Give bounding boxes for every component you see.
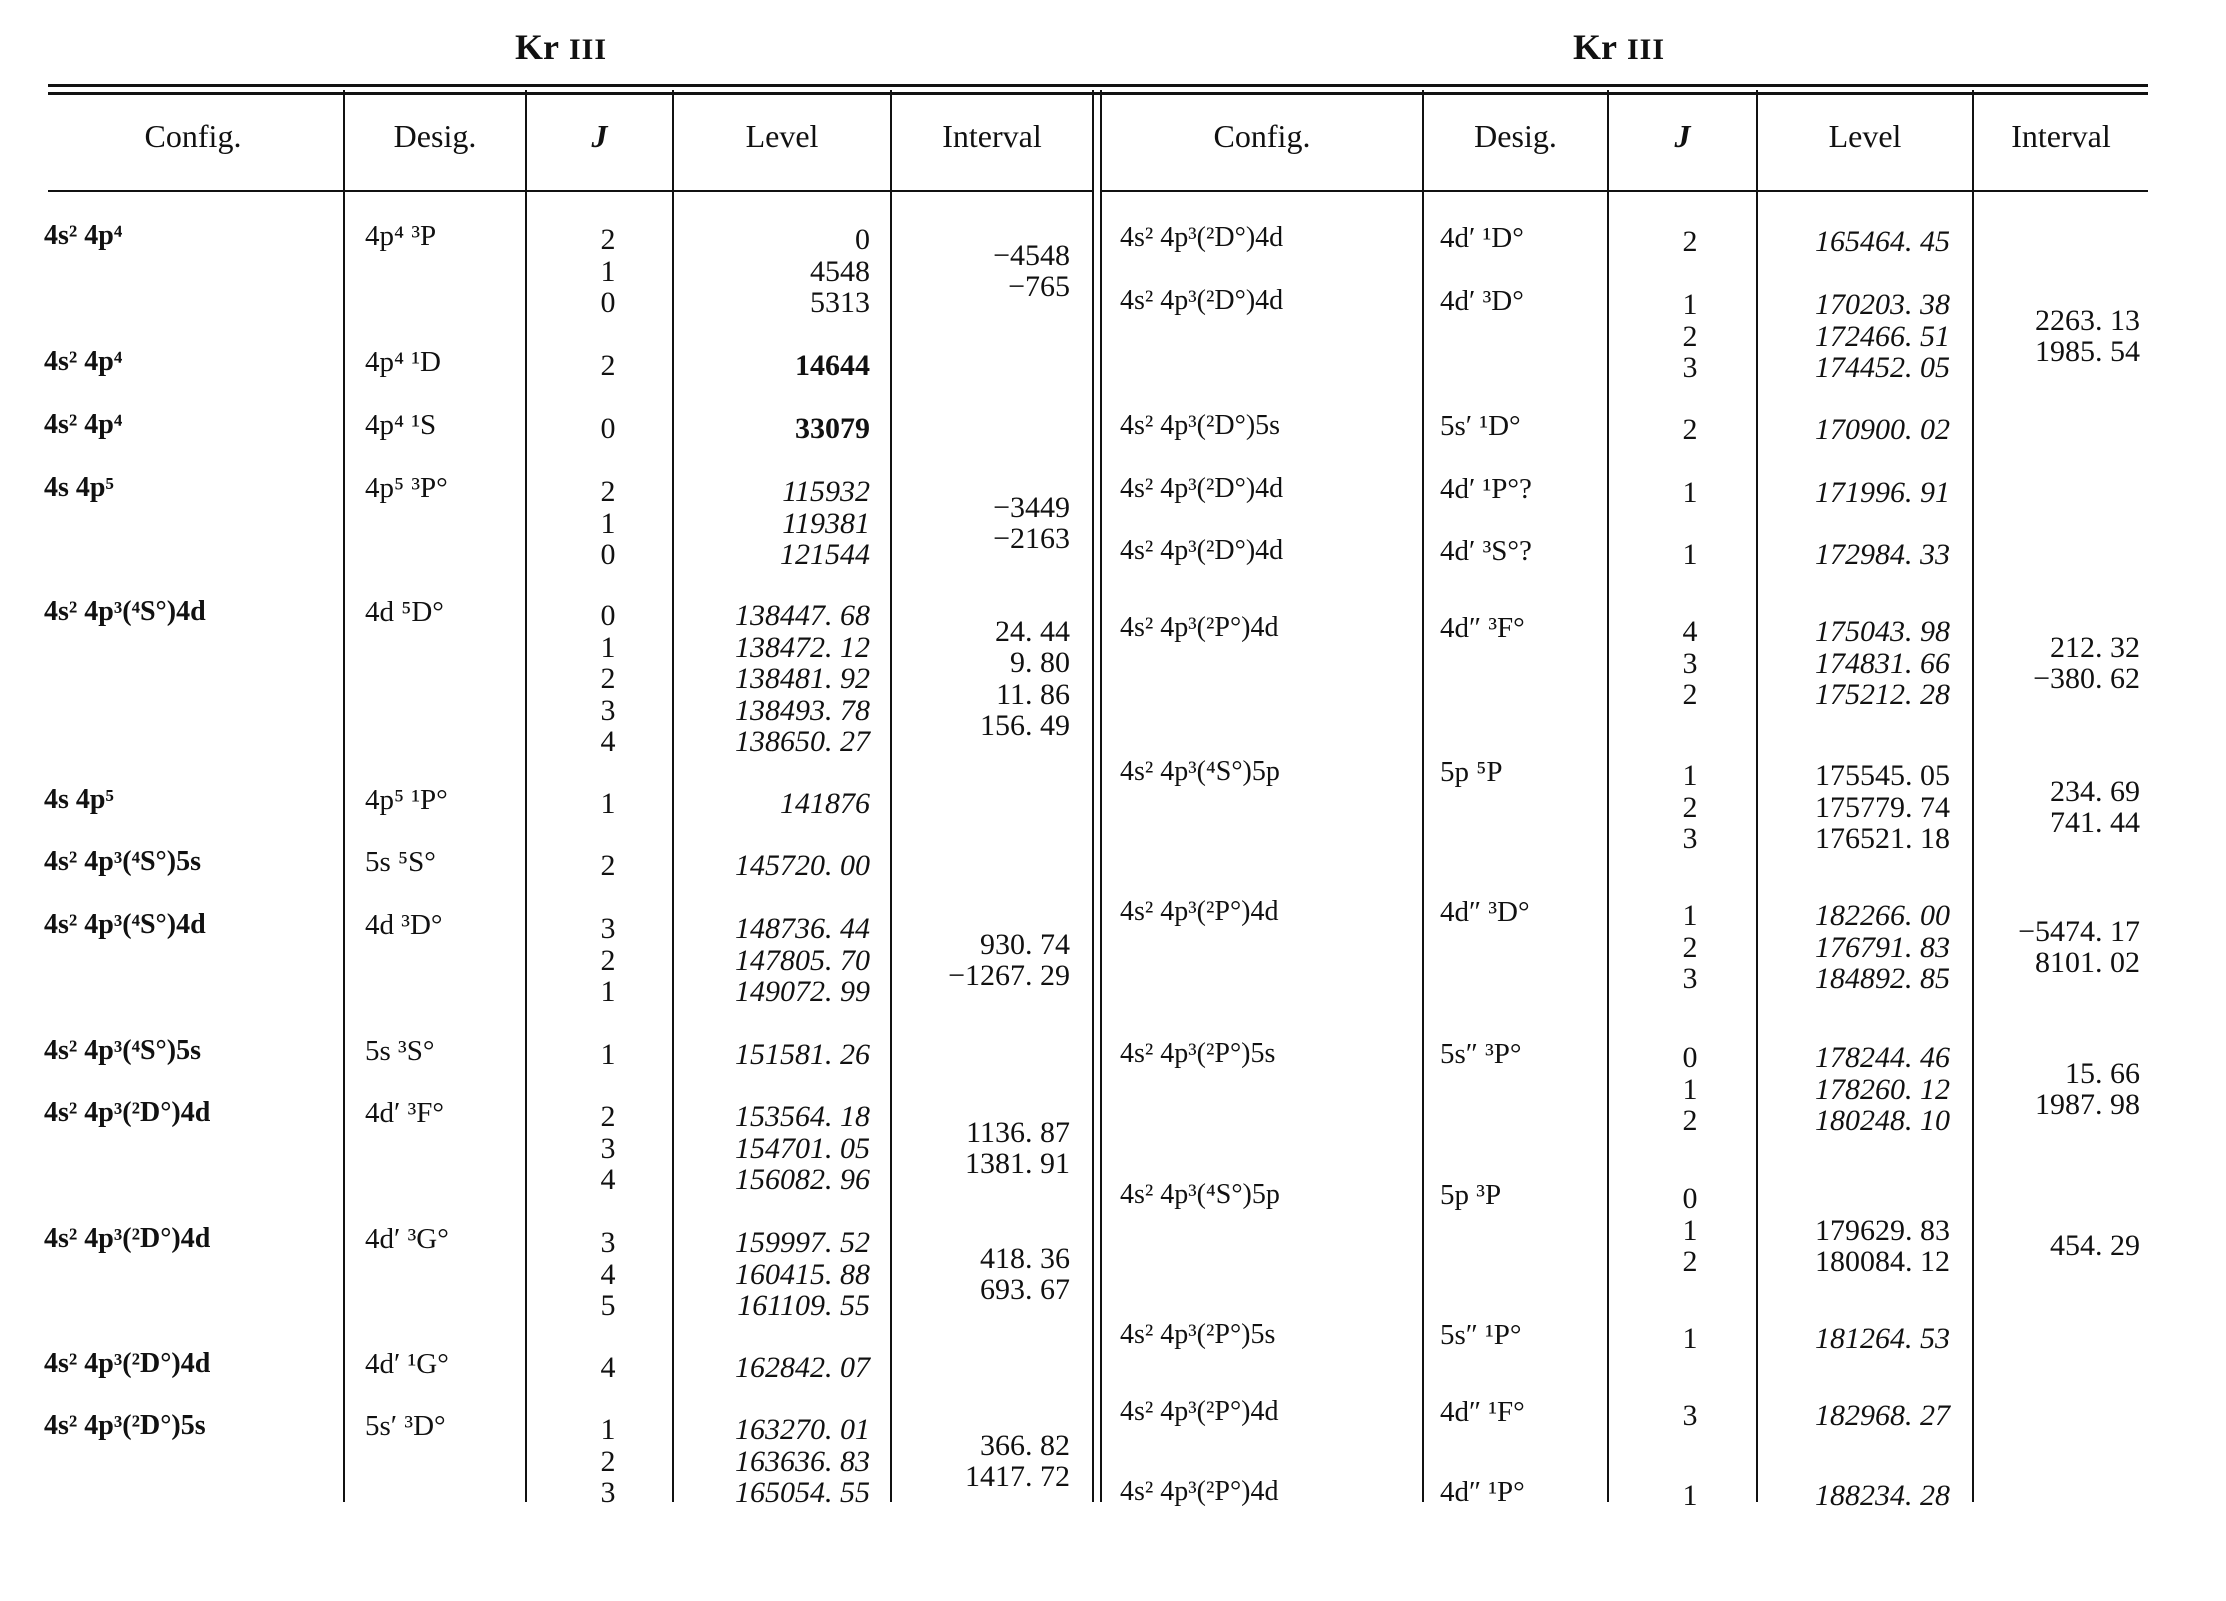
interval-value: 741. 44 <box>2050 806 2140 840</box>
level-value: 174452. 05 <box>1815 351 1950 384</box>
level-value: 178260. 12 <box>1815 1072 1950 1106</box>
level-value: 165464. 45 <box>1815 225 1950 258</box>
right-title-element: Kr <box>1573 27 1617 67</box>
level-value: 121544 <box>780 538 870 571</box>
j-value: 2 <box>600 1100 616 1133</box>
interval-value: 2263. 13 <box>2035 303 2140 337</box>
j-value: 0 <box>600 538 616 571</box>
table-split-divider <box>1092 90 1094 1502</box>
j-value: 3 <box>1682 646 1698 680</box>
level-value: 138472. 12 <box>735 630 870 664</box>
config-cell: 4s 4p⁵ <box>44 784 114 815</box>
left-header-j: J <box>591 118 608 154</box>
j-value: 1 <box>600 787 616 820</box>
j-value: 1 <box>600 975 616 1008</box>
level-value: 163636. 83 <box>735 1444 870 1478</box>
j-value: 2 <box>600 223 616 256</box>
level-value: 181264. 53 <box>1815 1322 1950 1355</box>
top-rule-1 <box>48 84 2148 87</box>
left-title-element: Kr <box>515 27 559 67</box>
level-value: 175212. 28 <box>1815 678 1950 711</box>
level-value: 188234. 28 <box>1815 1479 1950 1512</box>
level-value: 170900. 02 <box>1815 413 1950 446</box>
level-value: 138493. 78 <box>735 693 870 727</box>
interval-value: −765 <box>1008 270 1070 304</box>
level-value: 115932 <box>782 475 870 508</box>
interval-value: 15. 66 <box>2065 1056 2140 1090</box>
config-cell: 4s² 4p⁴ <box>44 346 123 377</box>
designation-cell: 5s′ ³D° <box>365 1410 446 1442</box>
right-header-config: Config. <box>1213 118 1311 154</box>
table-split-divider <box>1100 90 1102 1502</box>
config-cell: 4s² 4p⁴ <box>44 409 123 440</box>
level-value: 149072. 99 <box>735 975 870 1008</box>
config-cell: 4s² 4p³(²D°)4d <box>44 1097 211 1128</box>
left-table-title <box>515 26 607 68</box>
interval-value: 366. 82 <box>980 1428 1070 1462</box>
j-value: 3 <box>1682 351 1698 384</box>
interval-value: 212. 32 <box>2050 630 2140 664</box>
level-value: 138447. 68 <box>735 599 870 632</box>
interval-value: 1136. 87 <box>966 1115 1070 1149</box>
level-value: 171996. 91 <box>1815 476 1950 509</box>
interval-value: 8101. 02 <box>2035 946 2140 980</box>
config-cell: 4s 4p⁵ <box>44 472 114 503</box>
j-value: 4 <box>600 1351 616 1384</box>
config-cell: 4s² 4p³(²P°)5s <box>1120 1038 1276 1069</box>
interval-value: −380. 62 <box>2033 662 2140 696</box>
right-header-underline <box>1102 190 2148 192</box>
interval-value: 930. 74 <box>980 927 1070 961</box>
level-value: 145720. 00 <box>735 849 870 882</box>
level-value: 176521. 18 <box>1815 822 1950 855</box>
level-value: 172984. 33 <box>1815 538 1950 571</box>
right-header-desig: Desig. <box>1474 118 1557 154</box>
level-value: 141876 <box>780 787 870 820</box>
j-value: 1 <box>1682 288 1698 321</box>
designation-cell: 5s″ ¹P° <box>1440 1319 1522 1351</box>
j-value: 3 <box>600 1226 616 1259</box>
config-cell: 4s² 4p³(²D°)4d <box>44 1223 211 1254</box>
config-cell: 4s² 4p³(⁴S°)4d <box>44 909 206 940</box>
j-value: 1 <box>600 506 616 540</box>
interval-value: 454. 29 <box>2050 1229 2140 1263</box>
j-value: 1 <box>1682 538 1698 571</box>
level-value: 175779. 74 <box>1815 790 1950 824</box>
col-divider <box>1607 90 1609 1502</box>
interval-value: −2163 <box>993 522 1070 556</box>
j-value: 3 <box>600 1131 616 1165</box>
config-cell: 4s² 4p³(⁴S°)5p <box>1120 756 1280 787</box>
config-cell: 4s² 4p³(⁴S°)4d <box>44 596 206 627</box>
designation-cell: 4d″ ³D° <box>1440 896 1530 928</box>
config-cell: 4s² 4p³(²P°)4d <box>1120 1476 1279 1507</box>
designation-cell: 4d′ ¹P°? <box>1440 473 1532 505</box>
config-cell: 4s² 4p³(²P°)4d <box>1120 896 1279 927</box>
top-rule-2 <box>48 92 2148 95</box>
right-table-title <box>1573 26 1665 68</box>
level-value: 180084. 12 <box>1815 1245 1950 1278</box>
config-cell: 4s² 4p³(⁴S°)5s <box>44 1035 201 1066</box>
col-divider <box>525 90 527 1502</box>
j-value: 5 <box>600 1289 616 1322</box>
level-value: 179629. 83 <box>1815 1213 1950 1247</box>
level-value: 162842. 07 <box>735 1351 870 1384</box>
j-value: 0 <box>600 286 616 319</box>
j-value: 1 <box>1682 1072 1698 1106</box>
level-value: 119381 <box>782 506 870 540</box>
config-cell: 4s² 4p³(²P°)4d <box>1120 612 1279 643</box>
j-value: 2 <box>1682 413 1698 446</box>
designation-cell: 4d′ ³G° <box>365 1223 449 1255</box>
level-value: 153564. 18 <box>735 1100 870 1133</box>
j-value: 1 <box>1682 759 1698 792</box>
designation-cell: 4p⁵ ³P° <box>365 472 448 504</box>
config-cell: 4s² 4p³(⁴S°)5s <box>44 846 201 877</box>
right-title-ion: III <box>1626 33 1666 66</box>
left-header-underline <box>48 190 1092 192</box>
designation-cell: 4d ³D° <box>365 909 443 941</box>
j-value: 3 <box>600 693 616 727</box>
level-value: 175545. 05 <box>1815 759 1950 792</box>
j-value: 4 <box>1682 615 1698 648</box>
col-divider <box>1422 90 1424 1502</box>
level-value: 148736. 44 <box>735 912 870 945</box>
level-value: 14644 <box>795 349 870 382</box>
level-value: 159997. 52 <box>735 1226 870 1259</box>
level-value: 160415. 88 <box>735 1257 870 1291</box>
j-value: 2 <box>600 349 616 382</box>
level-value: 165054. 55 <box>735 1476 870 1509</box>
j-value: 2 <box>600 475 616 508</box>
right-header-level: Level <box>1828 118 1902 154</box>
j-value: 3 <box>1682 962 1698 995</box>
interval-value: 24. 44 <box>995 614 1070 648</box>
col-divider <box>672 90 674 1502</box>
designation-cell: 5p ⁵P <box>1440 756 1503 788</box>
interval-value: −4548 <box>993 238 1070 272</box>
j-value: 1 <box>600 254 616 288</box>
level-value: 175043. 98 <box>1815 615 1950 648</box>
j-value: 3 <box>600 1476 616 1509</box>
designation-cell: 5s″ ³P° <box>1440 1038 1522 1070</box>
interval-value: 418. 36 <box>980 1241 1070 1275</box>
j-value: 1 <box>600 1038 616 1071</box>
level-value: 4548 <box>810 254 870 288</box>
designation-cell: 4d′ ³D° <box>1440 285 1524 317</box>
interval-value: 1381. 91 <box>965 1147 1070 1181</box>
j-value: 2 <box>600 1444 616 1478</box>
level-value: 0 <box>855 223 870 256</box>
interval-value: 11. 86 <box>996 677 1070 711</box>
col-divider <box>1756 90 1758 1502</box>
config-cell: 4s² 4p³(²D°)5s <box>44 1410 206 1441</box>
config-cell: 4s² 4p³(²D°)4d <box>1120 535 1284 566</box>
j-value: 2 <box>1682 319 1698 353</box>
interval-value: −3449 <box>993 490 1070 524</box>
designation-cell: 4p⁴ ¹D <box>365 346 441 378</box>
left-header-interval: Interval <box>942 118 1042 154</box>
designation-cell: 4d″ ¹F° <box>1440 1396 1525 1428</box>
j-value: 1 <box>1682 476 1698 509</box>
j-value: 2 <box>600 849 616 882</box>
designation-cell: 4d′ ¹D° <box>1440 222 1524 254</box>
interval-value: 9. 80 <box>1010 646 1070 680</box>
designation-cell: 4d′ ¹G° <box>365 1348 449 1380</box>
j-value: 0 <box>1682 1182 1698 1215</box>
left-header-config: Config. <box>144 118 242 154</box>
j-value: 1 <box>1682 1322 1698 1355</box>
designation-cell: 5p ³P <box>1440 1179 1502 1211</box>
level-value: 156082. 96 <box>735 1163 870 1196</box>
j-value: 2 <box>1682 1245 1698 1278</box>
level-value: 154701. 05 <box>735 1131 870 1165</box>
config-cell: 4s² 4p³(²D°)5s <box>1120 410 1281 441</box>
level-value: 138481. 92 <box>735 662 870 695</box>
level-value: 163270. 01 <box>735 1413 870 1446</box>
j-value: 4 <box>600 1257 616 1291</box>
j-value: 2 <box>600 662 616 695</box>
interval-value <box>1990 1199 2140 1231</box>
col-divider <box>343 90 345 1502</box>
left-header-desig: Desig. <box>393 118 477 154</box>
level-value: 151581. 26 <box>735 1038 870 1071</box>
config-cell: 4s² 4p³(²D°)4d <box>1120 473 1284 504</box>
level-value: 5313 <box>810 286 870 319</box>
designation-cell: 5s ⁵S° <box>365 846 436 878</box>
right-header-interval: Interval <box>2011 118 2111 154</box>
designation-cell: 4d″ ³F° <box>1440 612 1525 644</box>
j-value: 1 <box>1682 899 1698 932</box>
interval-value: −5474. 17 <box>2018 914 2140 948</box>
designation-cell: 4d ⁵D° <box>365 596 444 628</box>
level-value: 182266. 00 <box>1815 899 1950 932</box>
left-title-ion: III <box>568 33 608 66</box>
level-value: 147805. 70 <box>735 943 870 977</box>
config-cell: 4s² 4p³(²D°)4d <box>1120 285 1284 316</box>
level-value: 182968. 27 <box>1815 1399 1950 1432</box>
j-value: 3 <box>1682 822 1698 855</box>
col-divider <box>1972 90 1974 1502</box>
interval-value: −1267. 29 <box>948 959 1070 993</box>
j-value: 1 <box>600 1413 616 1446</box>
interval-value: 1417. 72 <box>965 1460 1070 1494</box>
level-value: 184892. 85 <box>1815 962 1950 995</box>
left-header-level: Level <box>745 118 819 154</box>
level-value: 170203. 38 <box>1815 288 1950 321</box>
j-value: 0 <box>600 599 616 632</box>
designation-cell: 4d″ ¹P° <box>1440 1476 1525 1508</box>
j-value: 3 <box>600 912 616 945</box>
j-value: 2 <box>1682 790 1698 824</box>
designation-cell: 4p⁴ ¹S <box>365 409 437 441</box>
j-value: 2 <box>600 943 616 977</box>
col-divider <box>890 90 892 1502</box>
level-value: 33079 <box>795 412 870 445</box>
j-value: 2 <box>1682 930 1698 964</box>
designation-cell: 5s ³S° <box>365 1035 435 1067</box>
interval-value: 1985. 54 <box>2035 335 2140 369</box>
config-cell: 4s² 4p³(²D°)4d <box>1120 222 1284 253</box>
config-cell: 4s² 4p⁴ <box>44 220 123 251</box>
j-value: 0 <box>1682 1041 1698 1074</box>
config-cell: 4s² 4p³(²P°)5s <box>1120 1319 1276 1350</box>
j-value: 2 <box>1682 678 1698 711</box>
designation-cell: 4p⁴ ³P <box>365 220 437 252</box>
designation-cell: 5s′ ¹D° <box>1440 410 1521 442</box>
level-value: 172466. 51 <box>1815 319 1950 353</box>
j-value: 4 <box>600 725 616 758</box>
j-value: 1 <box>600 630 616 664</box>
j-value: 1 <box>1682 1479 1698 1512</box>
interval-value: 1987. 98 <box>2035 1088 2140 1122</box>
j-value: 3 <box>1682 1399 1698 1432</box>
interval-value: 693. 67 <box>980 1273 1070 1307</box>
j-value: 2 <box>1682 1104 1698 1137</box>
designation-cell: 4p⁵ ¹P° <box>365 784 448 816</box>
level-value: 178244. 46 <box>1815 1041 1950 1074</box>
j-value: 2 <box>1682 225 1698 258</box>
interval-value: 156. 49 <box>980 709 1070 743</box>
level-value: 161109. 55 <box>737 1289 870 1322</box>
level-value <box>1770 1183 1950 1215</box>
interval-value: 234. 69 <box>2050 774 2140 808</box>
config-cell: 4s² 4p³(⁴S°)5p <box>1120 1179 1280 1210</box>
designation-cell: 4d′ ³F° <box>365 1097 445 1129</box>
designation-cell: 4d′ ³S°? <box>1440 535 1532 567</box>
level-value: 138650. 27 <box>735 725 870 758</box>
level-value: 176791. 83 <box>1815 930 1950 964</box>
config-cell: 4s² 4p³(²D°)4d <box>44 1348 211 1379</box>
level-value: 180248. 10 <box>1815 1104 1950 1137</box>
right-header-j: J <box>1674 118 1691 154</box>
j-value: 1 <box>1682 1213 1698 1247</box>
j-value: 4 <box>600 1163 616 1196</box>
j-value: 0 <box>600 412 616 445</box>
config-cell: 4s² 4p³(²P°)4d <box>1120 1396 1279 1427</box>
level-value: 174831. 66 <box>1815 646 1950 680</box>
